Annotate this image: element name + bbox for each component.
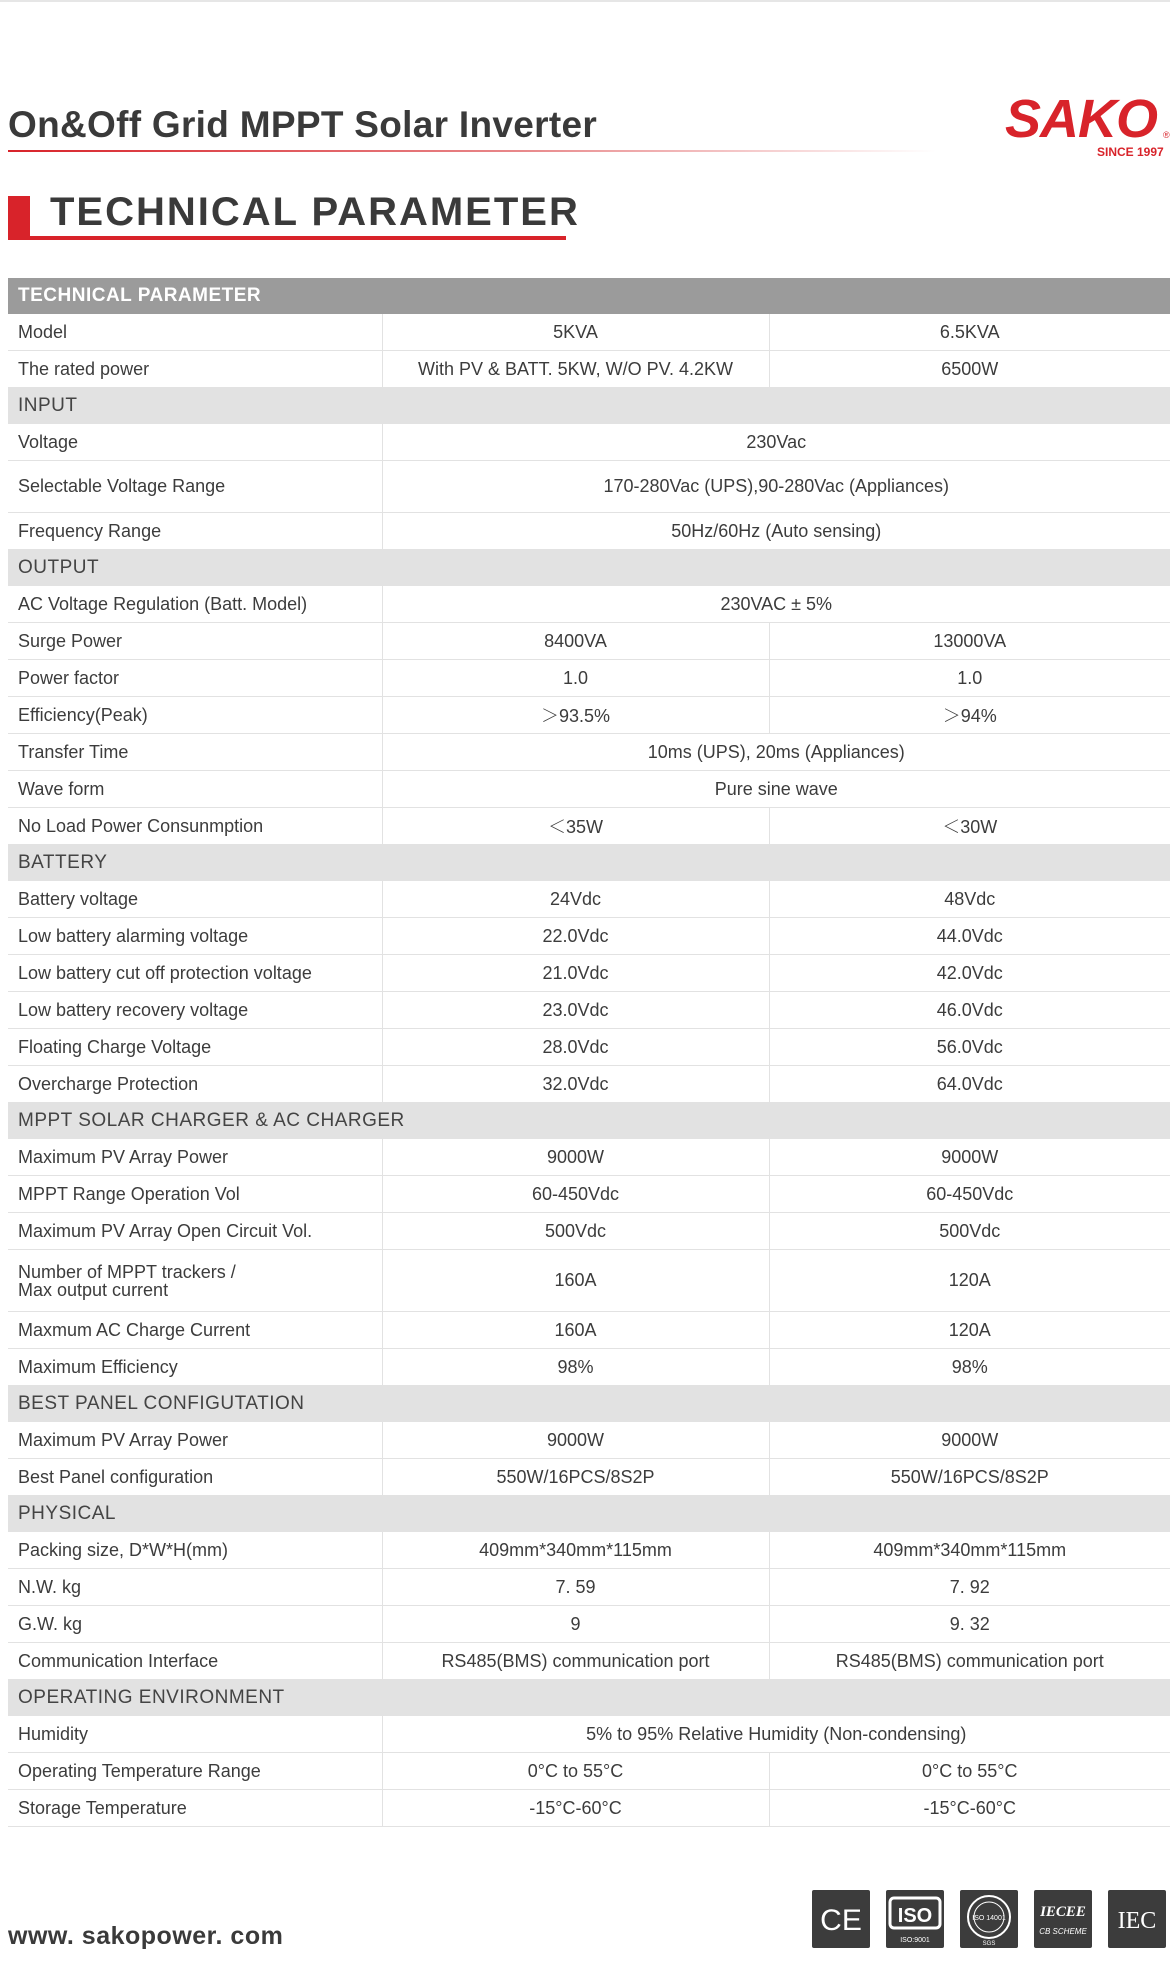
- product-title: On&Off Grid MPPT Solar Inverter: [8, 104, 598, 145]
- cell-5kva: 21.0Vdc: [382, 955, 769, 992]
- cell-6-5kva: 60-450Vdc: [769, 1176, 1170, 1213]
- row-label: Maximum PV Array Power: [8, 1422, 382, 1459]
- cell-5kva: 160A: [382, 1312, 769, 1349]
- row-label: Maximum Efficiency: [8, 1349, 382, 1386]
- section-row-output: [8, 550, 1170, 587]
- cell-6-5kva: 120A: [769, 1312, 1170, 1349]
- cert-text: ISO 14001: [972, 1915, 1006, 1922]
- section-label: BATTERY: [8, 845, 1170, 882]
- row-label: Maximum PV Array Power: [8, 1139, 382, 1176]
- table-row: [8, 1569, 1170, 1606]
- cell-5kva: 0°C to 55°C: [382, 1753, 769, 1790]
- cell-6-5kva: -15°C-60°C: [769, 1790, 1170, 1827]
- table-header-row: [8, 278, 1170, 314]
- cell-6-5kva: 6.5KVA: [769, 314, 1170, 351]
- cell-shared: 50Hz/60Hz (Auto sensing): [382, 513, 1170, 550]
- table-row: [8, 1029, 1170, 1066]
- table-row: [8, 1213, 1170, 1250]
- cell-5kva: RS485(BMS) communication port: [382, 1643, 769, 1680]
- cell-5kva: 7. 59: [382, 1569, 769, 1606]
- row-label: Storage Temperature: [8, 1790, 382, 1827]
- cell-shared: 10ms (UPS), 20ms (Appliances): [382, 734, 1170, 771]
- cell-5kva: 32.0Vdc: [382, 1066, 769, 1103]
- iec-icon: [1108, 1890, 1166, 1948]
- table-row: [8, 623, 1170, 660]
- row-label: G.W. kg: [8, 1606, 382, 1643]
- row-label: Overcharge Protection: [8, 1066, 382, 1103]
- cell-6-5kva: 409mm*340mm*115mm: [769, 1532, 1170, 1569]
- row-label: Efficiency(Peak): [8, 697, 382, 734]
- cell-6-5kva: 13000VA: [769, 623, 1170, 660]
- logo-wordmark: SAKO: [1005, 89, 1158, 149]
- section-label: MPPT SOLAR CHARGER & AC CHARGER: [8, 1103, 1170, 1140]
- cell-shared: 5% to 95% Relative Humidity (Non-condensing): [382, 1716, 1170, 1753]
- table-row: [8, 586, 1170, 623]
- cert-text: CE: [820, 1904, 862, 1937]
- cell-6-5kva: 500Vdc: [769, 1213, 1170, 1250]
- row-label: Frequency Range: [8, 513, 382, 550]
- row-label: Selectable Voltage Range: [8, 461, 382, 513]
- row-label-line: Max output current: [18, 1279, 169, 1300]
- iso-9001-icon: [886, 1890, 944, 1948]
- cell-5kva: With PV & BATT. 5KW, W/O PV. 4.2KW: [382, 351, 769, 388]
- row-label: Best Panel configuration: [8, 1459, 382, 1496]
- cert-subtext: SGS: [982, 1941, 996, 1947]
- cell-5kva: 23.0Vdc: [382, 992, 769, 1029]
- cell-5kva: 22.0Vdc: [382, 918, 769, 955]
- table-row: [8, 1349, 1170, 1386]
- website-url: www. sakopower. com: [8, 1922, 284, 1950]
- table-row: [8, 1459, 1170, 1496]
- section-label: INPUT: [8, 388, 1170, 425]
- title-underline: [8, 150, 936, 152]
- row-label: AC Voltage Regulation (Batt. Model): [8, 586, 382, 623]
- table-row: [8, 992, 1170, 1029]
- cell-5kva: 160A: [382, 1250, 769, 1312]
- cell-5kva: 28.0Vdc: [382, 1029, 769, 1066]
- cell-5kva: 98%: [382, 1349, 769, 1386]
- cell-shared: Pure sine wave: [382, 771, 1170, 808]
- cell-6-5kva: 48Vdc: [769, 881, 1170, 918]
- row-label: Operating Temperature Range: [8, 1753, 382, 1790]
- row-label: Humidity: [8, 1716, 382, 1753]
- row-label: [8, 1250, 382, 1312]
- table-row: [8, 1250, 1170, 1312]
- cell-6-5kva: 1.0: [769, 660, 1170, 697]
- section-title: TECHNICAL PARAMETER: [50, 190, 580, 234]
- section-title-underline: [8, 236, 566, 240]
- table-row: [8, 1790, 1170, 1827]
- section-row-charger: [8, 1103, 1170, 1140]
- table-row: [8, 1643, 1170, 1680]
- row-label: Maxmum AC Charge Current: [8, 1312, 382, 1349]
- cell-6-5kva: 46.0Vdc: [769, 992, 1170, 1029]
- cell-5kva: 9000W: [382, 1139, 769, 1176]
- row-label: Communication Interface: [8, 1643, 382, 1680]
- row-label: Model: [8, 314, 382, 351]
- cell-6-5kva: 64.0Vdc: [769, 1066, 1170, 1103]
- row-label-line: Number of MPPT trackers /: [18, 1261, 236, 1282]
- cell-5kva: 500Vdc: [382, 1213, 769, 1250]
- section-label: OPERATING ENVIRONMENT: [8, 1680, 1170, 1717]
- table-row: [8, 1532, 1170, 1569]
- row-label: Wave form: [8, 771, 382, 808]
- cell-6-5kva: RS485(BMS) communication port: [769, 1643, 1170, 1680]
- table-row: [8, 808, 1170, 845]
- cell-6-5kva: 120A: [769, 1250, 1170, 1312]
- cell-5kva: 9000W: [382, 1422, 769, 1459]
- iecee-cb-scheme-icon: [1034, 1890, 1092, 1948]
- cert-subtext: CB SCHEME: [1039, 1927, 1087, 1936]
- section-label: OUTPUT: [8, 550, 1170, 587]
- cell-6-5kva: 42.0Vdc: [769, 955, 1170, 992]
- table-row: [8, 955, 1170, 992]
- table-row: [8, 513, 1170, 550]
- cell-shared: 230Vac: [382, 424, 1170, 461]
- cell-6-5kva: 0°C to 55°C: [769, 1753, 1170, 1790]
- row-label: Surge Power: [8, 623, 382, 660]
- cell-6-5kva: 56.0Vdc: [769, 1029, 1170, 1066]
- row-label: Floating Charge Voltage: [8, 1029, 382, 1066]
- certification-logos: [812, 1890, 1170, 1948]
- cell-5kva: 1.0: [382, 660, 769, 697]
- spec-table: [8, 278, 1170, 1827]
- cell-shared: 170-280Vac (UPS),90-280Vac (Appliances): [382, 461, 1170, 513]
- cell-6-5kva: ＞94%: [769, 697, 1170, 734]
- cell-6-5kva: 9. 32: [769, 1606, 1170, 1643]
- cert-text: IEC: [1117, 1908, 1157, 1934]
- row-label: MPPT Range Operation Vol: [8, 1176, 382, 1213]
- table-heading: TECHNICAL PARAMETER: [8, 278, 1170, 314]
- iso-14001-icon: [960, 1890, 1018, 1948]
- row-label: N.W. kg: [8, 1569, 382, 1606]
- cell-6-5kva: ＜30W: [769, 808, 1170, 845]
- cell-6-5kva: 6500W: [769, 351, 1170, 388]
- row-label: Low battery alarming voltage: [8, 918, 382, 955]
- cell-5kva: ＜35W: [382, 808, 769, 845]
- cell-6-5kva: 9000W: [769, 1139, 1170, 1176]
- cert-subtext: ISO:9001: [900, 1937, 930, 1944]
- table-row: [8, 424, 1170, 461]
- cell-5kva: 5KVA: [382, 314, 769, 351]
- section-accent-bar: [8, 196, 30, 238]
- cell-6-5kva: 44.0Vdc: [769, 918, 1170, 955]
- cell-5kva: ＞93.5%: [382, 697, 769, 734]
- section-row-battery: [8, 845, 1170, 882]
- row-label: Battery voltage: [8, 881, 382, 918]
- row-label: The rated power: [8, 351, 382, 388]
- table-row: [8, 918, 1170, 955]
- cell-5kva: -15°C-60°C: [382, 1790, 769, 1827]
- table-row: [8, 1753, 1170, 1790]
- sako-logo: [1005, 89, 1170, 162]
- row-label: Low battery recovery voltage: [8, 992, 382, 1029]
- cell-shared: 230VAC ± 5%: [382, 586, 1170, 623]
- cell-6-5kva: 98%: [769, 1349, 1170, 1386]
- row-label: Transfer Time: [8, 734, 382, 771]
- table-row: [8, 1312, 1170, 1349]
- section-label: BEST PANEL CONFIGUTATION: [8, 1386, 1170, 1423]
- registered-mark: ®: [1163, 130, 1170, 140]
- cell-6-5kva: 9000W: [769, 1422, 1170, 1459]
- section-row-input: [8, 388, 1170, 425]
- section-label: PHYSICAL: [8, 1496, 1170, 1533]
- table-row: [8, 697, 1170, 734]
- table-row: [8, 1716, 1170, 1753]
- row-label: Maximum PV Array Open Circuit Vol.: [8, 1213, 382, 1250]
- table-row: [8, 461, 1170, 513]
- section-row-environment: [8, 1680, 1170, 1717]
- row-label: Voltage: [8, 424, 382, 461]
- row-label: Power factor: [8, 660, 382, 697]
- table-row: [8, 771, 1170, 808]
- table-row: [8, 1176, 1170, 1213]
- table-row: [8, 1422, 1170, 1459]
- cell-5kva: 9: [382, 1606, 769, 1643]
- cell-5kva: 60-450Vdc: [382, 1176, 769, 1213]
- logo-since-text: SINCE 1997: [1097, 145, 1164, 159]
- table-row: [8, 734, 1170, 771]
- table-row: [8, 881, 1170, 918]
- cell-6-5kva: 7. 92: [769, 1569, 1170, 1606]
- section-row-panel: [8, 1386, 1170, 1423]
- cert-text: ISO: [897, 1905, 933, 1927]
- row-label: No Load Power Consunmption: [8, 808, 382, 845]
- cell-5kva: 24Vdc: [382, 881, 769, 918]
- top-divider: [0, 0, 1170, 2]
- table-row: [8, 314, 1170, 351]
- cell-5kva: 550W/16PCS/8S2P: [382, 1459, 769, 1496]
- table-row: [8, 1139, 1170, 1176]
- cell-6-5kva: 550W/16PCS/8S2P: [769, 1459, 1170, 1496]
- section-row-physical: [8, 1496, 1170, 1533]
- table-row: [8, 1606, 1170, 1643]
- ce-mark-icon: [812, 1890, 870, 1948]
- cell-5kva: 8400VA: [382, 623, 769, 660]
- row-label: Low battery cut off protection voltage: [8, 955, 382, 992]
- table-row: [8, 660, 1170, 697]
- table-row: [8, 1066, 1170, 1103]
- row-label: Packing size, D*W*H(mm): [8, 1532, 382, 1569]
- cell-5kva: 409mm*340mm*115mm: [382, 1532, 769, 1569]
- cert-text: IECEE: [1040, 1904, 1086, 1920]
- table-row: [8, 351, 1170, 388]
